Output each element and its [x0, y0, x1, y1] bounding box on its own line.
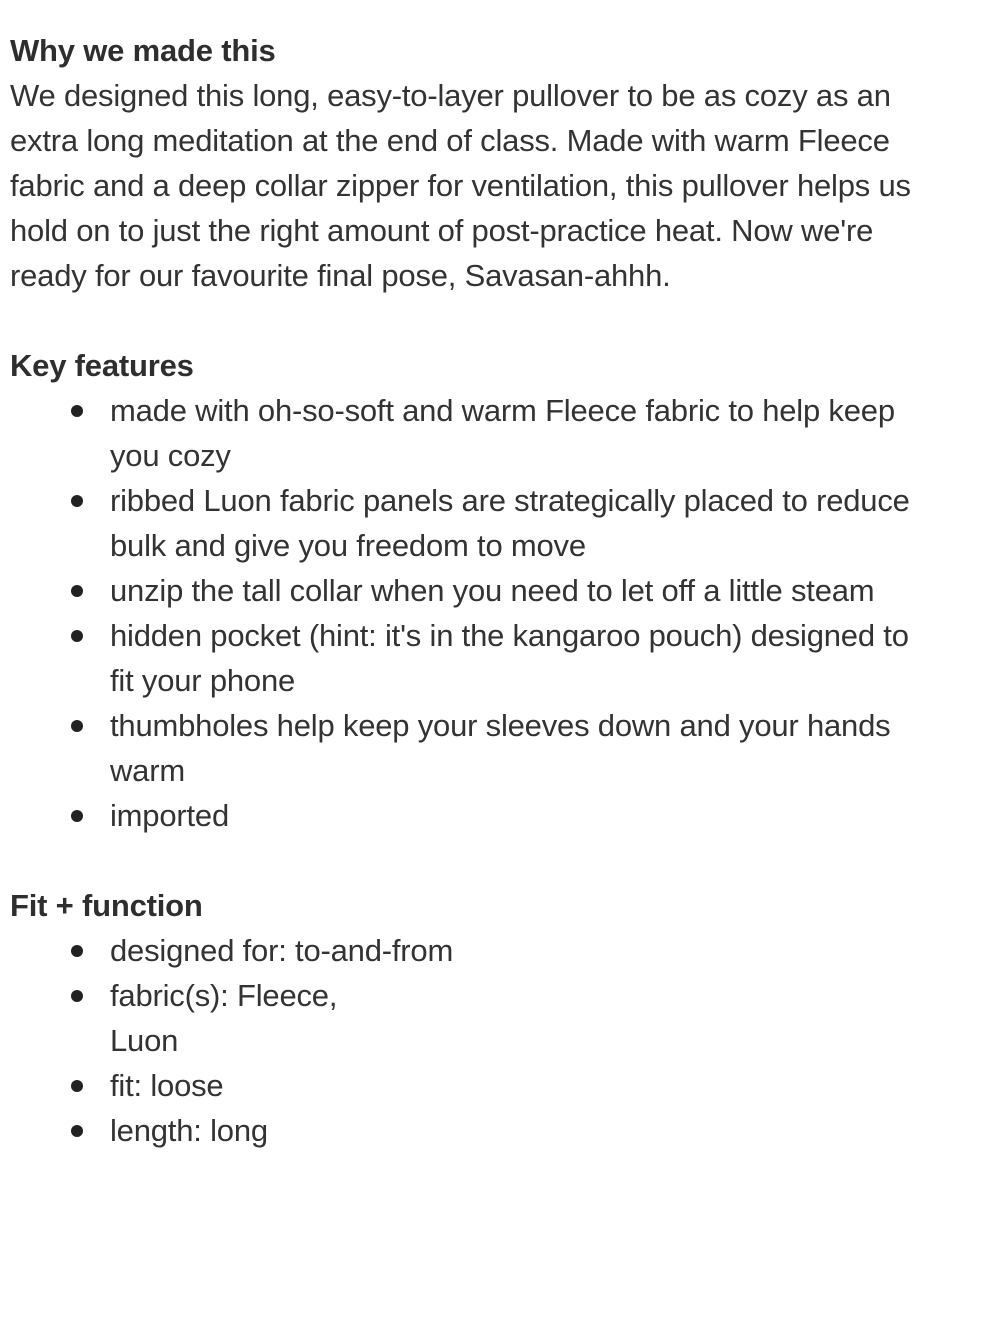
bullet-icon: [71, 405, 83, 417]
list-item-text: made with oh-so-soft and warm Fleece fabric to help keep you cozy: [110, 393, 895, 473]
bullet-icon: [71, 810, 83, 822]
list-item: [10, 613, 995, 703]
bullet-icon: [71, 495, 83, 507]
list-item: [10, 703, 995, 793]
list-item-text: imported: [110, 798, 230, 833]
list-item: [10, 478, 995, 568]
bullet-icon: [71, 990, 83, 1002]
list-item-text: fit: loose: [110, 1068, 224, 1103]
why-paragraph: We designed this long, easy-to-layer pullover to be as cozy as an extra long meditation at the end of class. Made with warm Fleece fabric and a deep collar zipper for ventilation, this pullover helps us hold on to just the right amount of post-practice heat. Now we're ready for our favourite final pose, Savasan-ahhh.: [10, 78, 911, 293]
list-item-text: fabric(s): Fleece, Luon: [110, 978, 338, 1058]
section-heading-fit-function: Fit + function: [10, 888, 203, 923]
bullet-icon: [71, 1080, 83, 1092]
list-item-text: hidden pocket (hint: it's in the kangaroo pouch) designed to fit your phone: [110, 618, 909, 698]
bullet-icon: [71, 945, 83, 957]
fit-function-list: [10, 928, 995, 1153]
list-item: [10, 568, 995, 613]
list-item-text: ribbed Luon fabric panels are strategically placed to reduce bulk and give you freedom to move: [110, 483, 910, 563]
bullet-icon: [71, 585, 83, 597]
bullet-icon: [71, 630, 83, 642]
list-item: [10, 1108, 995, 1153]
list-item-text: unzip the tall collar when you need to let off a little steam: [110, 573, 875, 608]
list-item-text: thumbholes help keep your sleeves down and your hands warm: [110, 708, 891, 788]
product-description: [10, 28, 995, 1153]
list-item-text: designed for: to-and-from: [110, 933, 454, 968]
bullet-icon: [71, 1125, 83, 1137]
bullet-icon: [71, 720, 83, 732]
list-item: [10, 928, 995, 973]
list-item-text: length: long: [110, 1113, 268, 1148]
section-heading-why: Why we made this: [10, 33, 276, 68]
section-heading-key-features: Key features: [10, 348, 194, 383]
why-we-made-this-section: [10, 28, 995, 298]
fit-function-section: [10, 883, 995, 1153]
list-item: [10, 973, 995, 1063]
list-item: [10, 1063, 995, 1108]
key-features-list: [10, 388, 995, 838]
list-item: [10, 388, 995, 478]
key-features-section: [10, 343, 995, 838]
list-item: [10, 793, 995, 838]
